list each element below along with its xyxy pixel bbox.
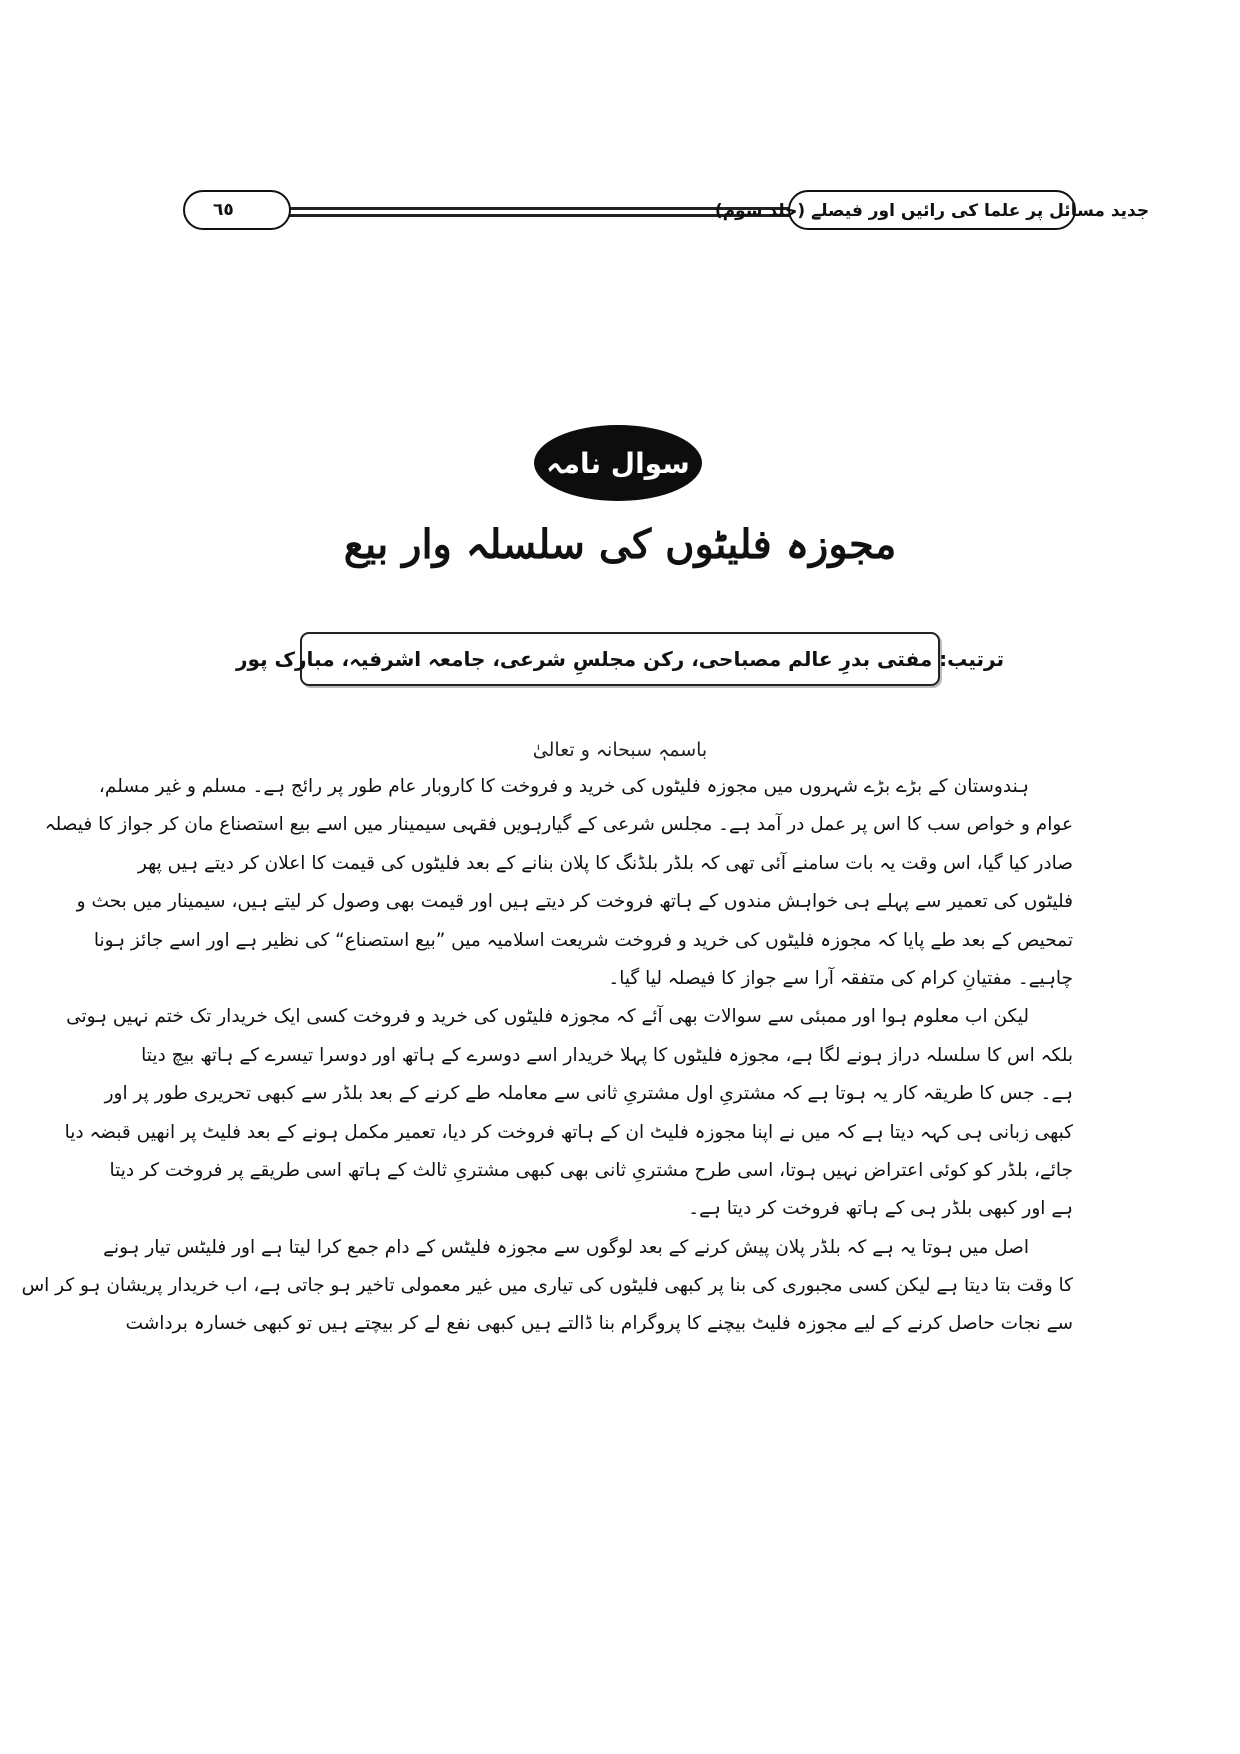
invocation: باسمہٖ سبحانہ و تعالیٰ: [532, 739, 708, 761]
text-line: ہے۔ جس کا طریقہ کار یہ ہوتا ہے کہ مشتریِ اول مشتریِ ثانی سے معاملہ طے کرنے کے بعد بلڈر سے کبھی تحریری طور پر اور: [104, 1083, 1073, 1105]
running-header: [183, 190, 1150, 232]
text-line: ہندوستان کے بڑے بڑے شہروں میں مجوزہ فلیٹوں کی خرید و فروخت کا کاروبار عام طور پر رائج ہے۔ مسلم و غیر مسلم،: [98, 776, 1029, 797]
body-text: [21, 768, 1073, 1344]
page-title: مجوزہ فلیٹوں کی سلسلہ وار بیع: [343, 521, 897, 568]
text-line: اصل میں ہوتا یہ ہے کہ بلڈر پلان پیش کرنے کے بعد لوگوں سے مجوزہ فلیٹس کے دام جمع کرا لیتا ہے اور فلیٹس تیار ہونے: [103, 1236, 1029, 1258]
paragraph: [21, 1229, 1073, 1344]
text-line: چاہیے۔ مفتیانِ کرام کی متفقہ آرا سے جواز کا فیصلہ لیا گیا۔: [608, 967, 1073, 989]
text-line: جائے، بلڈر کو کوئی اعتراض نہیں ہوتا، اسی طرح مشتریِ ثانی بھی کبھی مشتریِ ثالث کے ہاتھ اسی طریقے پر فروخت کر دیتا: [109, 1159, 1073, 1181]
text-line: لیکن اب معلوم ہوا اور ممبئی سے سوالات بھی آئے کہ مجوزہ فلیٹوں کی خرید و فروخت کسی ایک خریدار تک ختم نہیں ہوتی: [66, 1006, 1029, 1028]
compiled-by-text: ترتیب: مفتی بدرِ عالم مصباحی، رکن مجلسِ شرعی، جامعہ اشرفیہ، مبارک پور: [236, 647, 1004, 671]
paragraph: [64, 998, 1073, 1228]
text-line: ہے اور کبھی بلڈر ہی کے ہاتھ فروخت کر دیتا ہے۔: [688, 1198, 1073, 1220]
text-line: کبھی زبانی ہی کہہ دیتا ہے کہ میں نے اپنا مجوزہ فلیٹ ان کے ہاتھ فروخت کر دیا، تعمیر مکمل ہونے کے بعد فلیٹ پر انھیں قبضہ دیا: [64, 1121, 1073, 1143]
text-line: عوام و خواص سب کا اس پر عمل در آمد ہے۔ مجلس شرعی کے گیارہویں فقہی سیمینار میں اسے بیع استصناع مان کر جواز کا فیصلہ: [44, 814, 1073, 836]
section-badge-label: سوال نامہ: [546, 446, 690, 480]
section-badge: [534, 425, 702, 501]
text-line: تمحیص کے بعد طے پایا کہ مجوزہ فلیٹوں کی خرید و فروخت شریعت اسلامیہ میں ”بیع استصناع“ کی نظیر ہے اور اسے جائز ہونا: [93, 929, 1073, 951]
text-line: بلکہ اس کا سلسلہ دراز ہونے لگا ہے، مجوزہ فلیٹوں کا پہلا خریدار اسے دوسرے کے ہاتھ اور دوسرا تیسرے کے ہاتھ بیچ دیتا: [141, 1044, 1073, 1066]
text-line: فلیٹوں کی تعمیر سے پہلے ہی خواہش مندوں کے ہاتھ فروخت کر دیتے ہیں اور قیمت بھی وصول کر لیتے ہیں، سیمینار میں بحث و: [76, 891, 1073, 913]
paragraph: [44, 768, 1073, 998]
page-number: ٦٥: [183, 190, 291, 230]
text-line: کا وقت بتا دیتا ہے لیکن کسی مجبوری کی بنا پر کبھی فلیٹوں کی تیاری میں غیر معمولی تاخیر ہو جاتی ہے، اب خریدار پریشان ہو کر اس: [21, 1275, 1073, 1297]
text-line: صادر کیا گیا، اس وقت یہ بات سامنے آئی تھی کہ بلڈر بلڈنگ کا پلان بنانے کے بعد فلیٹوں کی قیمت کا اعلان کر دیتے ہیں پھر: [137, 852, 1073, 874]
book-title: جدید مسائل پر علما کی رائیں اور فیصلے (جلد سوم): [788, 190, 1076, 230]
compiled-by-box: [236, 632, 1004, 686]
text-line: سے نجات حاصل کرنے کے لیے مجوزہ فلیٹ بیچنے کا پروگرام بنا ڈالتے ہیں کبھی نفع لے کر بیچتے ہیں تو کبھی خسارہ برداشت: [125, 1313, 1073, 1335]
